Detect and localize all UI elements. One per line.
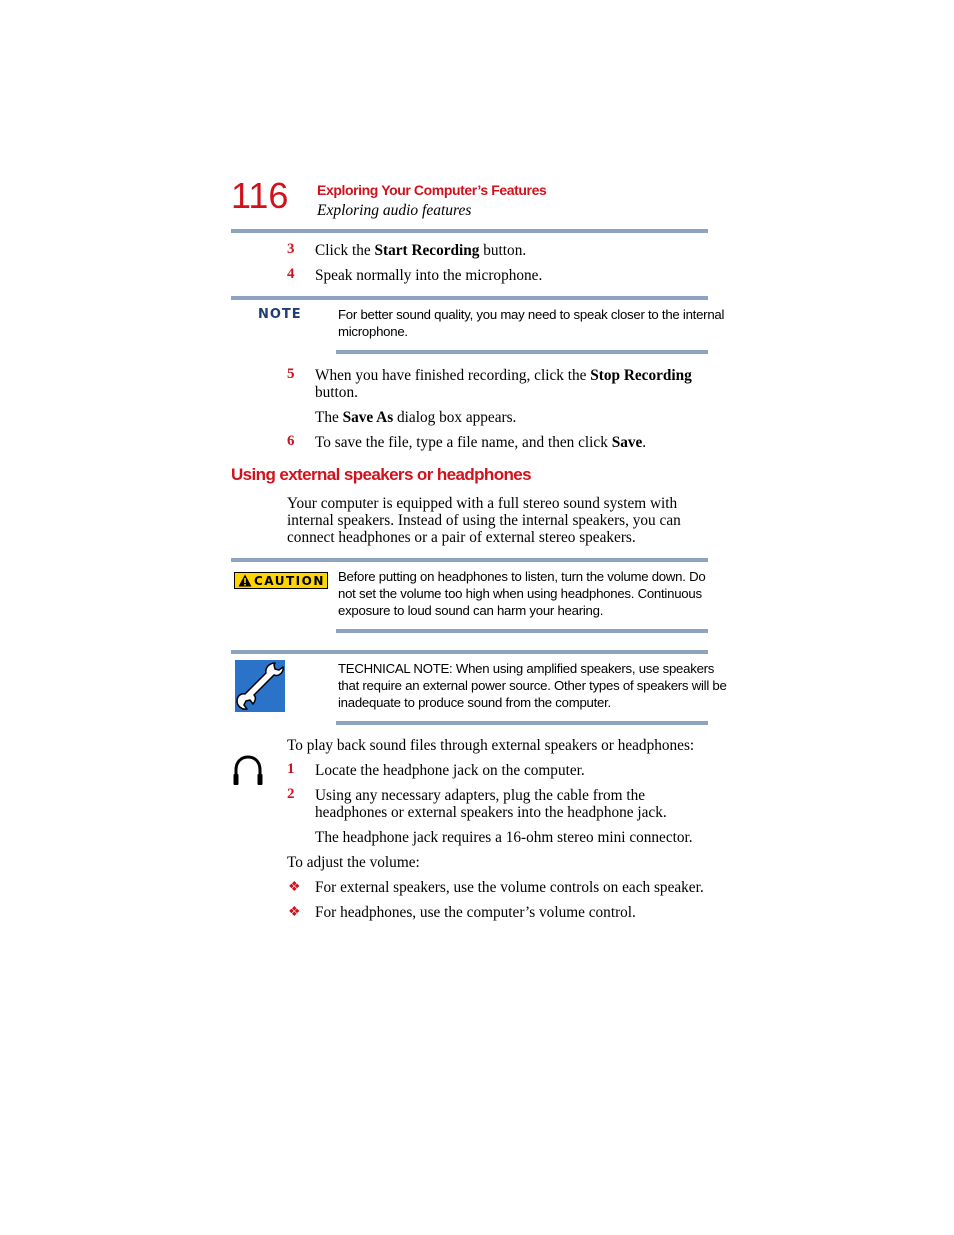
start-recording-label: Start Recording [374,242,480,259]
caution-text: Before putting on headphones to listen, turn the volume down. Do not set the volume too high when using headphones. Continuous exposure to loud sound can harm your hearing. [338,569,706,618]
step-number: 3 [287,241,295,257]
caution-badge [234,572,328,589]
step-text: Click the Start Recording button. [315,242,527,259]
step-text: To save the file, type a file name, and then click Save. [315,434,647,451]
section-heading: Using external speakers or headphones [231,465,531,484]
page-number: 116 [231,175,289,216]
technote-text: TECHNICAL NOTE: When using amplified speakers, use speakers that require an external power source. Other types of speakers will be inadequate to produce sound from the computer. [338,661,727,710]
step-number: 4 [287,266,295,282]
step-text: Speak normally into the microphone. [315,267,543,284]
wrench-icon [235,660,285,712]
note-bottom-rule [336,350,708,354]
caution-top-rule [231,558,708,562]
step-text: Locate the headphone jack on the computer. [315,762,585,779]
bullet-icon: ❖ [288,880,301,895]
step-subtext: The headphone jack requires a 16-ohm stereo mini connector. [315,829,693,846]
playback-intro: To play back sound files through external speakers or headphones: [287,737,695,754]
step-number: 6 [287,433,295,449]
section-title: Exploring audio features [317,202,472,219]
step-text: When you have finished recording, click the Stop Recording button. [315,367,692,401]
headphones-icon [232,754,264,788]
intro-paragraph: Your computer is equipped with a full stereo sound system with internal speakers. Instead of using the internal speakers, you can connect headphones or a pair of external stereo speakers. [287,495,681,546]
technote-bottom-rule [336,721,708,725]
note-label: NOTE [258,307,302,322]
list-item: For external speakers, use the volume controls on each speaker. [315,879,704,896]
bullet-icon: ❖ [288,905,301,920]
step-number: 5 [287,366,295,382]
step-subtext: The Save As dialog box appears. [315,409,517,426]
caution-label: CAUTION [254,573,325,588]
step-text: Using any necessary adapters, plug the cable from the headphones or external speakers into the headphone jack. [315,787,667,821]
chapter-title: Exploring Your Computer’s Features [317,182,547,198]
warning-triangle-icon [238,574,252,587]
stop-recording-label: Stop Recording [590,367,692,384]
step-number: 2 [287,786,295,802]
volume-intro: To adjust the volume: [287,854,420,871]
header-rule [231,229,708,233]
step-number: 1 [287,761,295,777]
caution-bottom-rule [336,629,708,633]
list-item: For headphones, use the computer’s volume control. [315,904,636,921]
note-top-rule [231,296,708,300]
note-text: For better sound quality, you may need to speak closer to the internal microphone. [338,307,725,339]
technote-top-rule [231,650,708,654]
